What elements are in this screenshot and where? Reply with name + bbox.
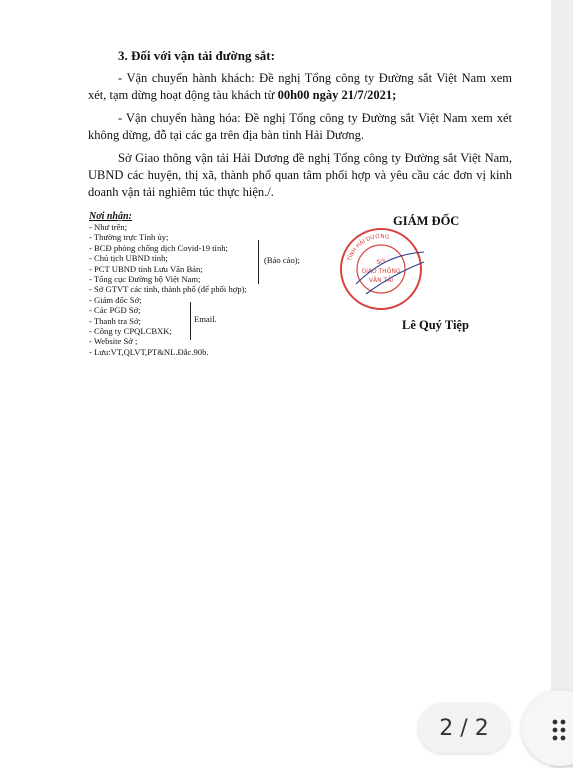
svg-text:TỈNH HẢI DƯƠNG: TỈNH HẢI DƯƠNG: [347, 233, 390, 262]
recipient-item: - BCĐ phòng chống dịch Covid-19 tỉnh;: [89, 242, 228, 253]
cargo-text: - Vận chuyển hàng hóa: Đề nghị Tổng công ty Đường sắt Việt Nam xem xét không dừng, đỗ tại các ga trên địa bàn tỉnh Hải Dương.: [88, 111, 512, 142]
passenger-time: 00h00 ngày 21/7/2021;: [277, 88, 397, 102]
email-note: Email.: [194, 314, 217, 324]
closing-text: Sở Giao thông vận tải Hải Dương đề nghị Tổng công ty Đường sắt Việt Nam, UBND các huyện, thị xã, thành phố quan tâm phối hợp và yêu cầu các đơn vị kinh doanh vận tải nghiêm túc thực hiện./.: [88, 151, 512, 199]
viewer-gutter: [551, 0, 573, 768]
recipient-item: - Sở GTVT các tỉnh, thành phố (để phối hợp);: [89, 284, 247, 295]
page-indicator-text: 2 / 2: [439, 715, 489, 741]
grid-dots-icon[interactable]: [552, 718, 570, 742]
cargo-paragraph: [88, 110, 512, 144]
page-indicator[interactable]: [418, 703, 510, 753]
report-note: (Báo cáo);: [264, 255, 301, 265]
recipient-item: - Tổng cục Đường bộ Việt Nam;: [89, 274, 201, 285]
passenger-paragraph: [88, 70, 512, 104]
signer-title: GIÁM ĐỐC: [393, 214, 460, 228]
recipient-item: - Như trên;: [89, 222, 128, 232]
signer-name: Lê Quý Tiệp: [402, 318, 469, 332]
recipient-item: - Thanh tra Sở;: [89, 315, 141, 326]
report-bracket: [258, 240, 259, 284]
closing-paragraph: [88, 150, 512, 201]
stamp-line-1: SỞ: [376, 259, 386, 266]
passenger-text: - Vận chuyển hành khách: Đề nghị Tổng công ty Đường sắt Việt Nam xem xét, tạm dừng hoạt động tàu khách từ: [88, 71, 512, 102]
stamp-line-3: VẬN TẢI: [368, 277, 394, 284]
recipient-item: - Lưu:VT,QLVT,PT&NL.Đắc.90b.: [89, 346, 209, 357]
recipients-list: [89, 222, 247, 357]
recipients-title: Nơi nhận:: [89, 211, 132, 222]
recipient-item: - Thường trực Tỉnh ủy;: [89, 232, 169, 243]
recipient-item: - Chủ tịch UBND tỉnh;: [89, 253, 168, 264]
stamp-line-2: GIAO THÔNG: [361, 268, 401, 275]
email-bracket: [190, 302, 191, 340]
recipient-item: - Giám đốc Sở;: [89, 294, 142, 305]
official-stamp: [336, 224, 426, 314]
recipient-item: - Công ty CPQLCBXK;: [89, 326, 172, 337]
recipient-item: - PCT UBND tỉnh Lưu Văn Bản;: [89, 263, 203, 274]
recipient-item: - Website Sở ;: [89, 336, 138, 347]
recipient-item: - Các PGĐ Sở;: [89, 305, 141, 316]
section-heading: 3. Đối với vận tải đường sắt:: [118, 48, 275, 63]
